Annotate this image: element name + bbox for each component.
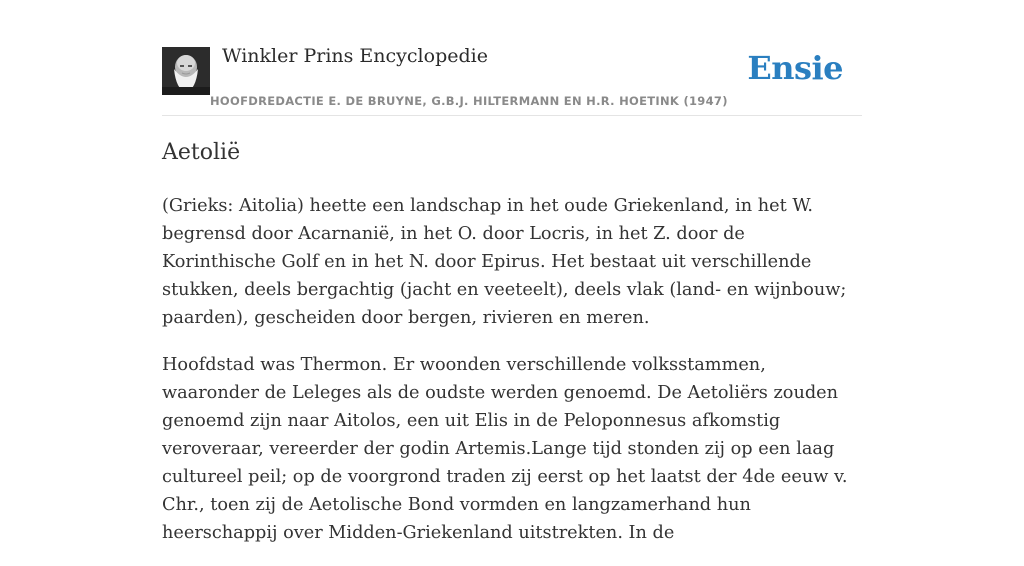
article-body [162, 192, 862, 566]
brand-logo[interactable]: Ensie [747, 49, 843, 87]
paragraph: (Grieks: Aitolia) heette een landschap in het oude Griekenland, in het W. begrensd door Acarnanië, in het O. door Locris, in het Z. door de Korinthische Golf en in het N. door Epirus. Het bestaat uit verschillende stukken, deels bergachtig (jacht en veeteelt), deels vlak (land- en wijnbouw; paarden), gescheiden door bergen, rivieren en meren. [162, 196, 847, 328]
article-title: Aetolië [162, 140, 241, 165]
paragraph: Hoofdstad was Thermon. Er woonden verschillende volksstammen, waaronder de Leleges als de oudste werden genoemd. De Aetoliërs zouden genoemd zijn naar Aitolos, een uit Elis in de Peloponnesus afkomstig veroveraar, vereerder der godin Artemis.Lange tijd stonden zij op een laag cultureel peil; op de voorgrond traden zij eerst op het laatst der 4de eeuw v. Chr., toen zij de Aetolische Bond vormden en langzamerhand hun heerschappij over Midden-Griekenland uitstrekten. In de [162, 355, 848, 543]
site-header [162, 0, 862, 116]
author-avatar[interactable] [162, 47, 210, 95]
bearded-man-portrait-icon [162, 47, 210, 95]
site-title[interactable]: Winkler Prins Encyclopedie [222, 45, 488, 67]
content-column [162, 0, 862, 543]
editors-credit: HOOFDREDACTIE E. DE BRUYNE, G.B.J. HILTERMANN EN H.R. HOETINK (1947) [210, 94, 728, 108]
